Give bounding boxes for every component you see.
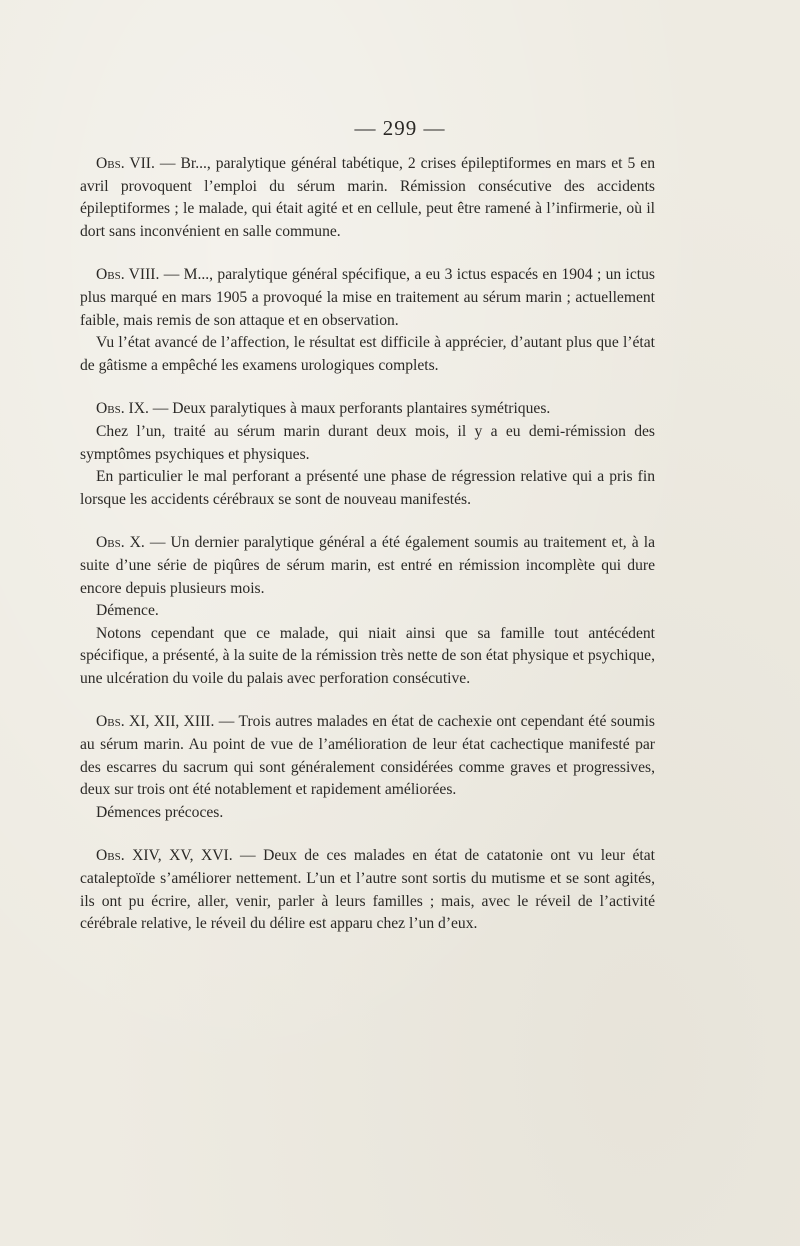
- paragraph: [80, 845, 655, 935]
- observation-8: [80, 264, 655, 377]
- observation-7: [80, 153, 655, 243]
- paragraph-text: — Un dernier paralytique général a été également soumis au traitement et, à la suite d’une série de piqûres de sérum marin, est entré en rémission incomplète qui dure encore depuis plusieurs mois.: [80, 534, 655, 597]
- page-number: — 299 —: [354, 116, 446, 140]
- paragraph: [80, 153, 655, 243]
- paragraph: Chez l’un, traité au sérum marin durant deux mois, il y a eu demi-rémission des symptômes psychiques et physiques.: [80, 422, 655, 463]
- body-text: [80, 153, 655, 936]
- observation-9: [80, 398, 655, 511]
- paragraph: Notons cependant que ce malade, qui niait ainsi que sa famille tout antécédent spécifique, a présenté, à la suite de la rémission très nette de son état physique et psychique, une ulcération du voile du palais avec perforation consécutive.: [80, 624, 655, 687]
- paragraph-text: — Deux de ces malades en état de catatonie ont vu leur état cataleptoïde s’améliorer nettement. L’un et l’autre sont sortis du mutisme et se sont agités, ils ont pu écrire, aller, venir, parler à leurs familles ; mais, avec le réveil de l’activité cérébrale relative, le réveil du délire est apparu chez l’un d’eux.: [80, 847, 656, 933]
- observation-label: Obs. IX.: [96, 400, 149, 418]
- paragraph: En particulier le mal perforant a présenté une phase de régression relative qui a pris fin lorsque les accidents cérébraux se sont de nouveau manifestés.: [80, 468, 655, 508]
- observation-label: Obs. VII.: [96, 155, 155, 172]
- observation-10: [80, 532, 655, 690]
- observation-label: Obs. VIII.: [96, 266, 160, 284]
- paragraph: Vu l’état avancé de l’affection, le résultat est difficile à apprécier, d’autant plus que l’état de gâtisme a empêché les examens urologiques complets.: [80, 334, 655, 374]
- paragraph-text: — Br..., paralytique général tabétique, 2 crises épileptiformes en mars et 5 en avril provoquent l’emploi du sérum marin. Rémission consécutive des accidents épileptiformes ; le malade, qui était agité et en cellule, peut être ramené à l’infirmerie, où il dort sans inconvénient en salle commune.: [80, 155, 655, 240]
- paragraph-text: — Deux paralytiques à maux perforants plantaires symétriques.: [148, 400, 551, 418]
- observation-label: Obs. X.: [96, 534, 145, 552]
- observation-label: Obs. XIV, XV, XVI.: [96, 847, 233, 865]
- observation-14-16: [80, 845, 655, 935]
- paragraph: Démences précoces.: [96, 803, 224, 821]
- paragraph-text: — Trois autres malades en état de cachexie ont cependant été soumis au sérum marin. Au point de vue de l’amélioration de leur état cachectique manifesté par des escarres du sacrum qui sont généralement considérées comme graves et progressives, deux sur trois ont été notablement et rapidement améliorées.: [80, 713, 655, 799]
- paragraph: [80, 711, 655, 801]
- paragraph-text: — M..., paralytique général spécifique, a eu 3 ictus espacés en 1904 ; un ictus plus marqué en mars 1905 a provoqué la mise en traitement au sérum marin ; actuellement faible, mais remis de son attaque et en observation.: [80, 266, 655, 329]
- paragraph: [80, 398, 655, 421]
- observation-11-13: [80, 711, 655, 824]
- paragraph: Démence.: [96, 602, 159, 620]
- observation-label: Obs. XI, XII, XIII.: [96, 713, 215, 731]
- paragraph: [80, 532, 655, 600]
- paragraph: [80, 264, 655, 332]
